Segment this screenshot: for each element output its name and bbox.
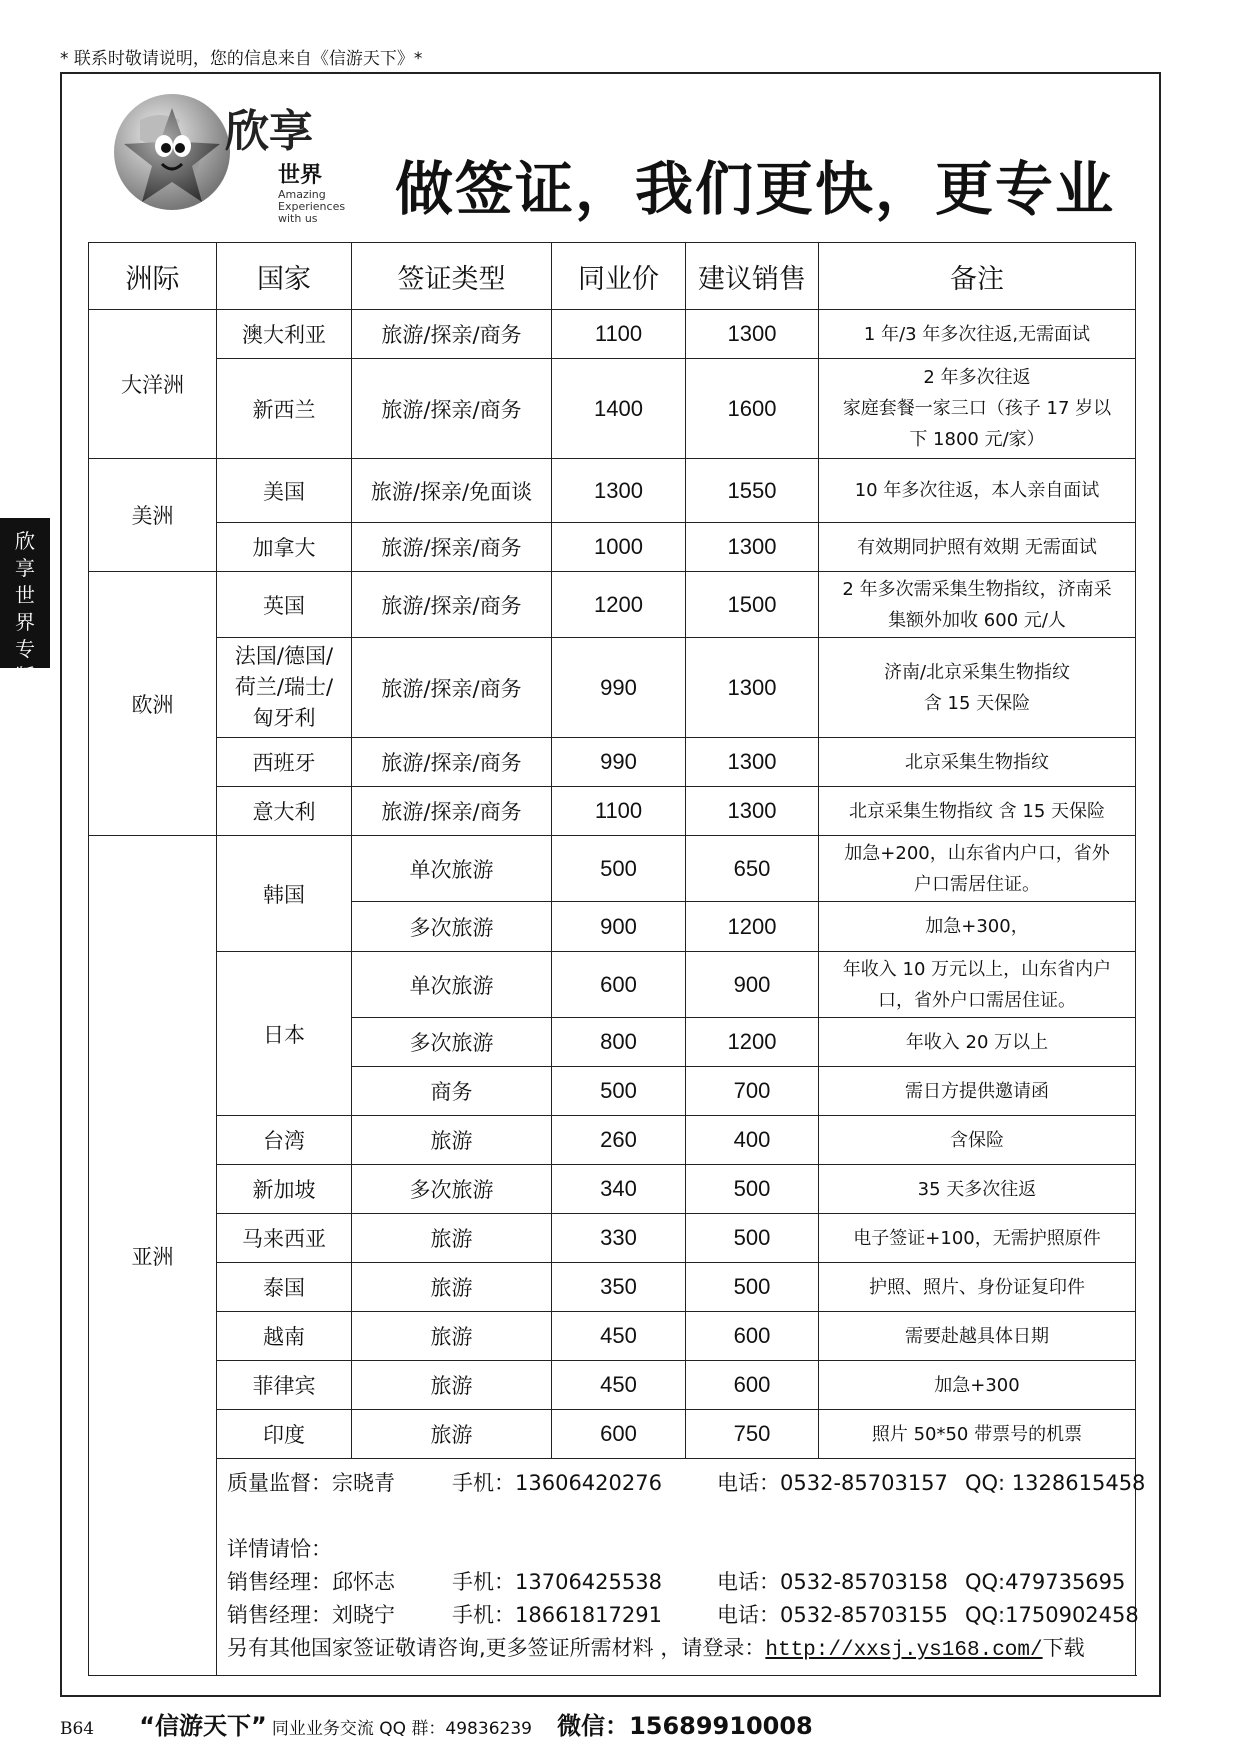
trade-price-cell: 600 (552, 952, 686, 1018)
visa-type-cell: 旅游/探亲/免面谈 (352, 459, 552, 523)
page-number: B64 (60, 1719, 95, 1739)
retail-price-cell: 1300 (686, 523, 819, 572)
retail-price-cell: 1500 (686, 572, 819, 638)
more-info-line: 另有其他国家签证敬请咨询,更多签证所需材料 ，请登录：http://xxsj.ys168.com/下载 (227, 1632, 1125, 1667)
trade-price-cell: 350 (552, 1263, 686, 1312)
retail-price-cell: 700 (686, 1067, 819, 1116)
footer-wechat: 15689910008 (629, 1712, 813, 1740)
note-cell: 需日方提供邀请函 (819, 1067, 1136, 1116)
country-cell: 西班牙 (217, 738, 352, 787)
table-row (89, 1263, 1136, 1312)
table-row (89, 787, 1136, 836)
retail-price-cell: 650 (686, 836, 819, 902)
table-row (89, 952, 1136, 1018)
table-header-row (89, 243, 1136, 310)
download-link[interactable]: http://xxsj.ys168.com/ (765, 1639, 1043, 1662)
trade-price-cell: 500 (552, 836, 686, 902)
continent-cell: 大洋洲 (89, 310, 217, 459)
headline: 做签证，我们更快，更专业 (395, 155, 1116, 223)
note-cell: 1 年/3 年多次往返,无需面试 (819, 310, 1136, 359)
visa-type-cell: 多次旅游 (352, 902, 552, 952)
header-retail-price: 建议销售 (686, 243, 819, 310)
retail-price-cell: 1300 (686, 310, 819, 359)
table-row (89, 459, 1136, 523)
note-cell: 有效期同护照有效期 无需面试 (819, 523, 1136, 572)
note-cell: 年收入 20 万以上 (819, 1018, 1136, 1067)
note-cell: 护照、照片、身份证复印件 (819, 1263, 1136, 1312)
country-cell: 意大利 (217, 787, 352, 836)
country-cell: 日本 (217, 952, 352, 1116)
contacts-row (89, 1459, 1136, 1676)
trade-price-cell: 990 (552, 638, 686, 738)
continent-cell: 美洲 (89, 459, 217, 572)
table-row (89, 1214, 1136, 1263)
trade-price-cell: 1000 (552, 523, 686, 572)
table-row (89, 310, 1136, 359)
country-cell: 印度 (217, 1410, 352, 1459)
header-trade-price: 同业价 (552, 243, 686, 310)
note-cell: 加急+300 (819, 1361, 1136, 1410)
retail-price-cell: 900 (686, 952, 819, 1018)
trade-price-cell: 990 (552, 738, 686, 787)
footer (60, 1706, 813, 1741)
manager-contact: 销售经理：刘晓宁 手机：18661817291 电话：0532-85703155 QQ:1750902458 (227, 1603, 1139, 1627)
note-cell: 济南/北京采集生物指纹 含 15 天保险 (819, 638, 1136, 738)
manager-contact: 销售经理：邱怀志 手机：13706425538 电话：0532-85703158 QQ:479735695 (227, 1570, 1126, 1594)
table-row (89, 359, 1136, 459)
continent-cell: 亚洲 (89, 836, 217, 1676)
note-cell: 2 年多次需采集生物指纹，济南采 集额外加收 600 元/人 (819, 572, 1136, 638)
table-row (89, 1361, 1136, 1410)
country-cell: 英国 (217, 572, 352, 638)
trade-price-cell: 450 (552, 1361, 686, 1410)
note-cell: 电子签证+100，无需护照原件 (819, 1214, 1136, 1263)
note-cell: 北京采集生物指纹 含 15 天保险 (819, 787, 1136, 836)
footer-wechat-label: 微信： (557, 1712, 630, 1740)
table-row (89, 1410, 1136, 1459)
retail-price-cell: 750 (686, 1410, 819, 1459)
footer-qq-title: “信游天下” (139, 1712, 267, 1740)
visa-price-table (88, 242, 1146, 1676)
retail-price-cell: 600 (686, 1312, 819, 1361)
visa-type-cell: 商务 (352, 1067, 552, 1116)
trade-price-cell: 1100 (552, 310, 686, 359)
header-country: 国家 (217, 243, 352, 310)
retail-price-cell: 1300 (686, 638, 819, 738)
country-cell: 越南 (217, 1312, 352, 1361)
country-cell: 菲律宾 (217, 1361, 352, 1410)
note-cell: 含保险 (819, 1116, 1136, 1165)
country-cell: 新加坡 (217, 1165, 352, 1214)
retail-price-cell: 1600 (686, 359, 819, 459)
trade-price-cell: 1300 (552, 459, 686, 523)
trade-price-cell: 1100 (552, 787, 686, 836)
table-row (89, 523, 1136, 572)
retail-price-cell: 1200 (686, 1018, 819, 1067)
trade-price-cell: 900 (552, 902, 686, 952)
visa-type-cell: 旅游 (352, 1263, 552, 1312)
country-cell: 加拿大 (217, 523, 352, 572)
visa-type-cell: 旅游 (352, 1361, 552, 1410)
retail-price-cell: 400 (686, 1116, 819, 1165)
country-cell: 马来西亚 (217, 1214, 352, 1263)
retail-price-cell: 500 (686, 1165, 819, 1214)
trade-price-cell: 800 (552, 1018, 686, 1067)
header-continent: 洲际 (89, 243, 217, 310)
table-row (89, 738, 1136, 787)
table-row (89, 1165, 1136, 1214)
visa-type-cell: 旅游/探亲/商务 (352, 359, 552, 459)
retail-price-cell: 1300 (686, 787, 819, 836)
visa-type-cell: 旅游/探亲/商务 (352, 787, 552, 836)
country-cell: 韩国 (217, 836, 352, 952)
contacts-intro: 详情请恰： (227, 1537, 332, 1561)
trade-price-cell: 600 (552, 1410, 686, 1459)
country-cell: 新西兰 (217, 359, 352, 459)
visa-type-cell: 旅游/探亲/商务 (352, 572, 552, 638)
retail-price-cell: 500 (686, 1214, 819, 1263)
visa-type-cell: 旅游/探亲/商务 (352, 638, 552, 738)
trade-price-cell: 450 (552, 1312, 686, 1361)
retail-price-cell: 1200 (686, 902, 819, 952)
trade-price-cell: 1200 (552, 572, 686, 638)
visa-type-cell: 旅游/探亲/商务 (352, 738, 552, 787)
retail-price-cell: 1300 (686, 738, 819, 787)
note-cell: 年收入 10 万元以上，山东省内户 口，省外户口需居住证。 (819, 952, 1136, 1018)
side-tab: 欣 享 世 界 专 版 (0, 518, 50, 668)
retail-price-cell: 1550 (686, 459, 819, 523)
table-row (89, 836, 1136, 902)
footer-qq-group: 同业业务交流 QQ 群：49836239 (271, 1719, 532, 1739)
retail-price-cell: 500 (686, 1263, 819, 1312)
logo-text: 世界 Amazing Experiences with us (278, 163, 346, 225)
country-cell: 泰国 (217, 1263, 352, 1312)
note-cell: 照片 50*50 带票号的机票 (819, 1410, 1136, 1459)
visa-type-cell: 旅游 (352, 1116, 552, 1165)
table-row (89, 572, 1136, 638)
retail-price-cell: 600 (686, 1361, 819, 1410)
visa-type-cell: 旅游 (352, 1312, 552, 1361)
header-visa-type: 签证类型 (352, 243, 552, 310)
country-cell: 台湾 (217, 1116, 352, 1165)
visa-type-cell: 旅游 (352, 1214, 552, 1263)
visa-type-cell: 单次旅游 (352, 952, 552, 1018)
trade-price-cell: 340 (552, 1165, 686, 1214)
note-cell: 35 天多次往返 (819, 1165, 1136, 1214)
contacts-cell (217, 1459, 1146, 1676)
visa-type-cell: 旅游 (352, 1410, 552, 1459)
trade-price-cell: 1400 (552, 359, 686, 459)
table-row (89, 638, 1136, 738)
country-cell: 澳大利亚 (217, 310, 352, 359)
note-cell: 需要赴越具体日期 (819, 1312, 1136, 1361)
visa-type-cell: 多次旅游 (352, 1165, 552, 1214)
table-row (89, 1312, 1136, 1361)
top-note: * 联系时敬请说明，您的信息来自《信游天下》* (60, 49, 423, 69)
header-notes: 备注 (819, 243, 1136, 310)
visa-type-cell: 多次旅游 (352, 1018, 552, 1067)
trade-price-cell: 260 (552, 1116, 686, 1165)
note-cell: 加急+200，山东省内户口，省外 户口需居住证。 (819, 836, 1136, 902)
table-row (89, 1116, 1136, 1165)
visa-type-cell: 旅游/探亲/商务 (352, 310, 552, 359)
country-cell: 美国 (217, 459, 352, 523)
note-cell: 10 年多次往返，本人亲自面试 (819, 459, 1136, 523)
visa-type-cell: 单次旅游 (352, 836, 552, 902)
trade-price-cell: 500 (552, 1067, 686, 1116)
trade-price-cell: 330 (552, 1214, 686, 1263)
note-cell: 北京采集生物指纹 (819, 738, 1136, 787)
note-cell: 加急+300， (819, 902, 1136, 952)
note-cell: 2 年多次往返 家庭套餐一家三口（孩子 17 岁以 下 1800 元/家） (819, 359, 1136, 459)
svg-text:欣享: 欣享 (225, 106, 313, 157)
quality-contact: 质量监督：宗晓青 手机：13606420276 电话：0532-85703157 QQ: 1328615458 (227, 1471, 1146, 1495)
visa-type-cell: 旅游/探亲/商务 (352, 523, 552, 572)
continent-cell: 欧洲 (89, 572, 217, 836)
country-cell: 法国/德国/ 荷兰/瑞士/ 匈牙利 (217, 638, 352, 738)
